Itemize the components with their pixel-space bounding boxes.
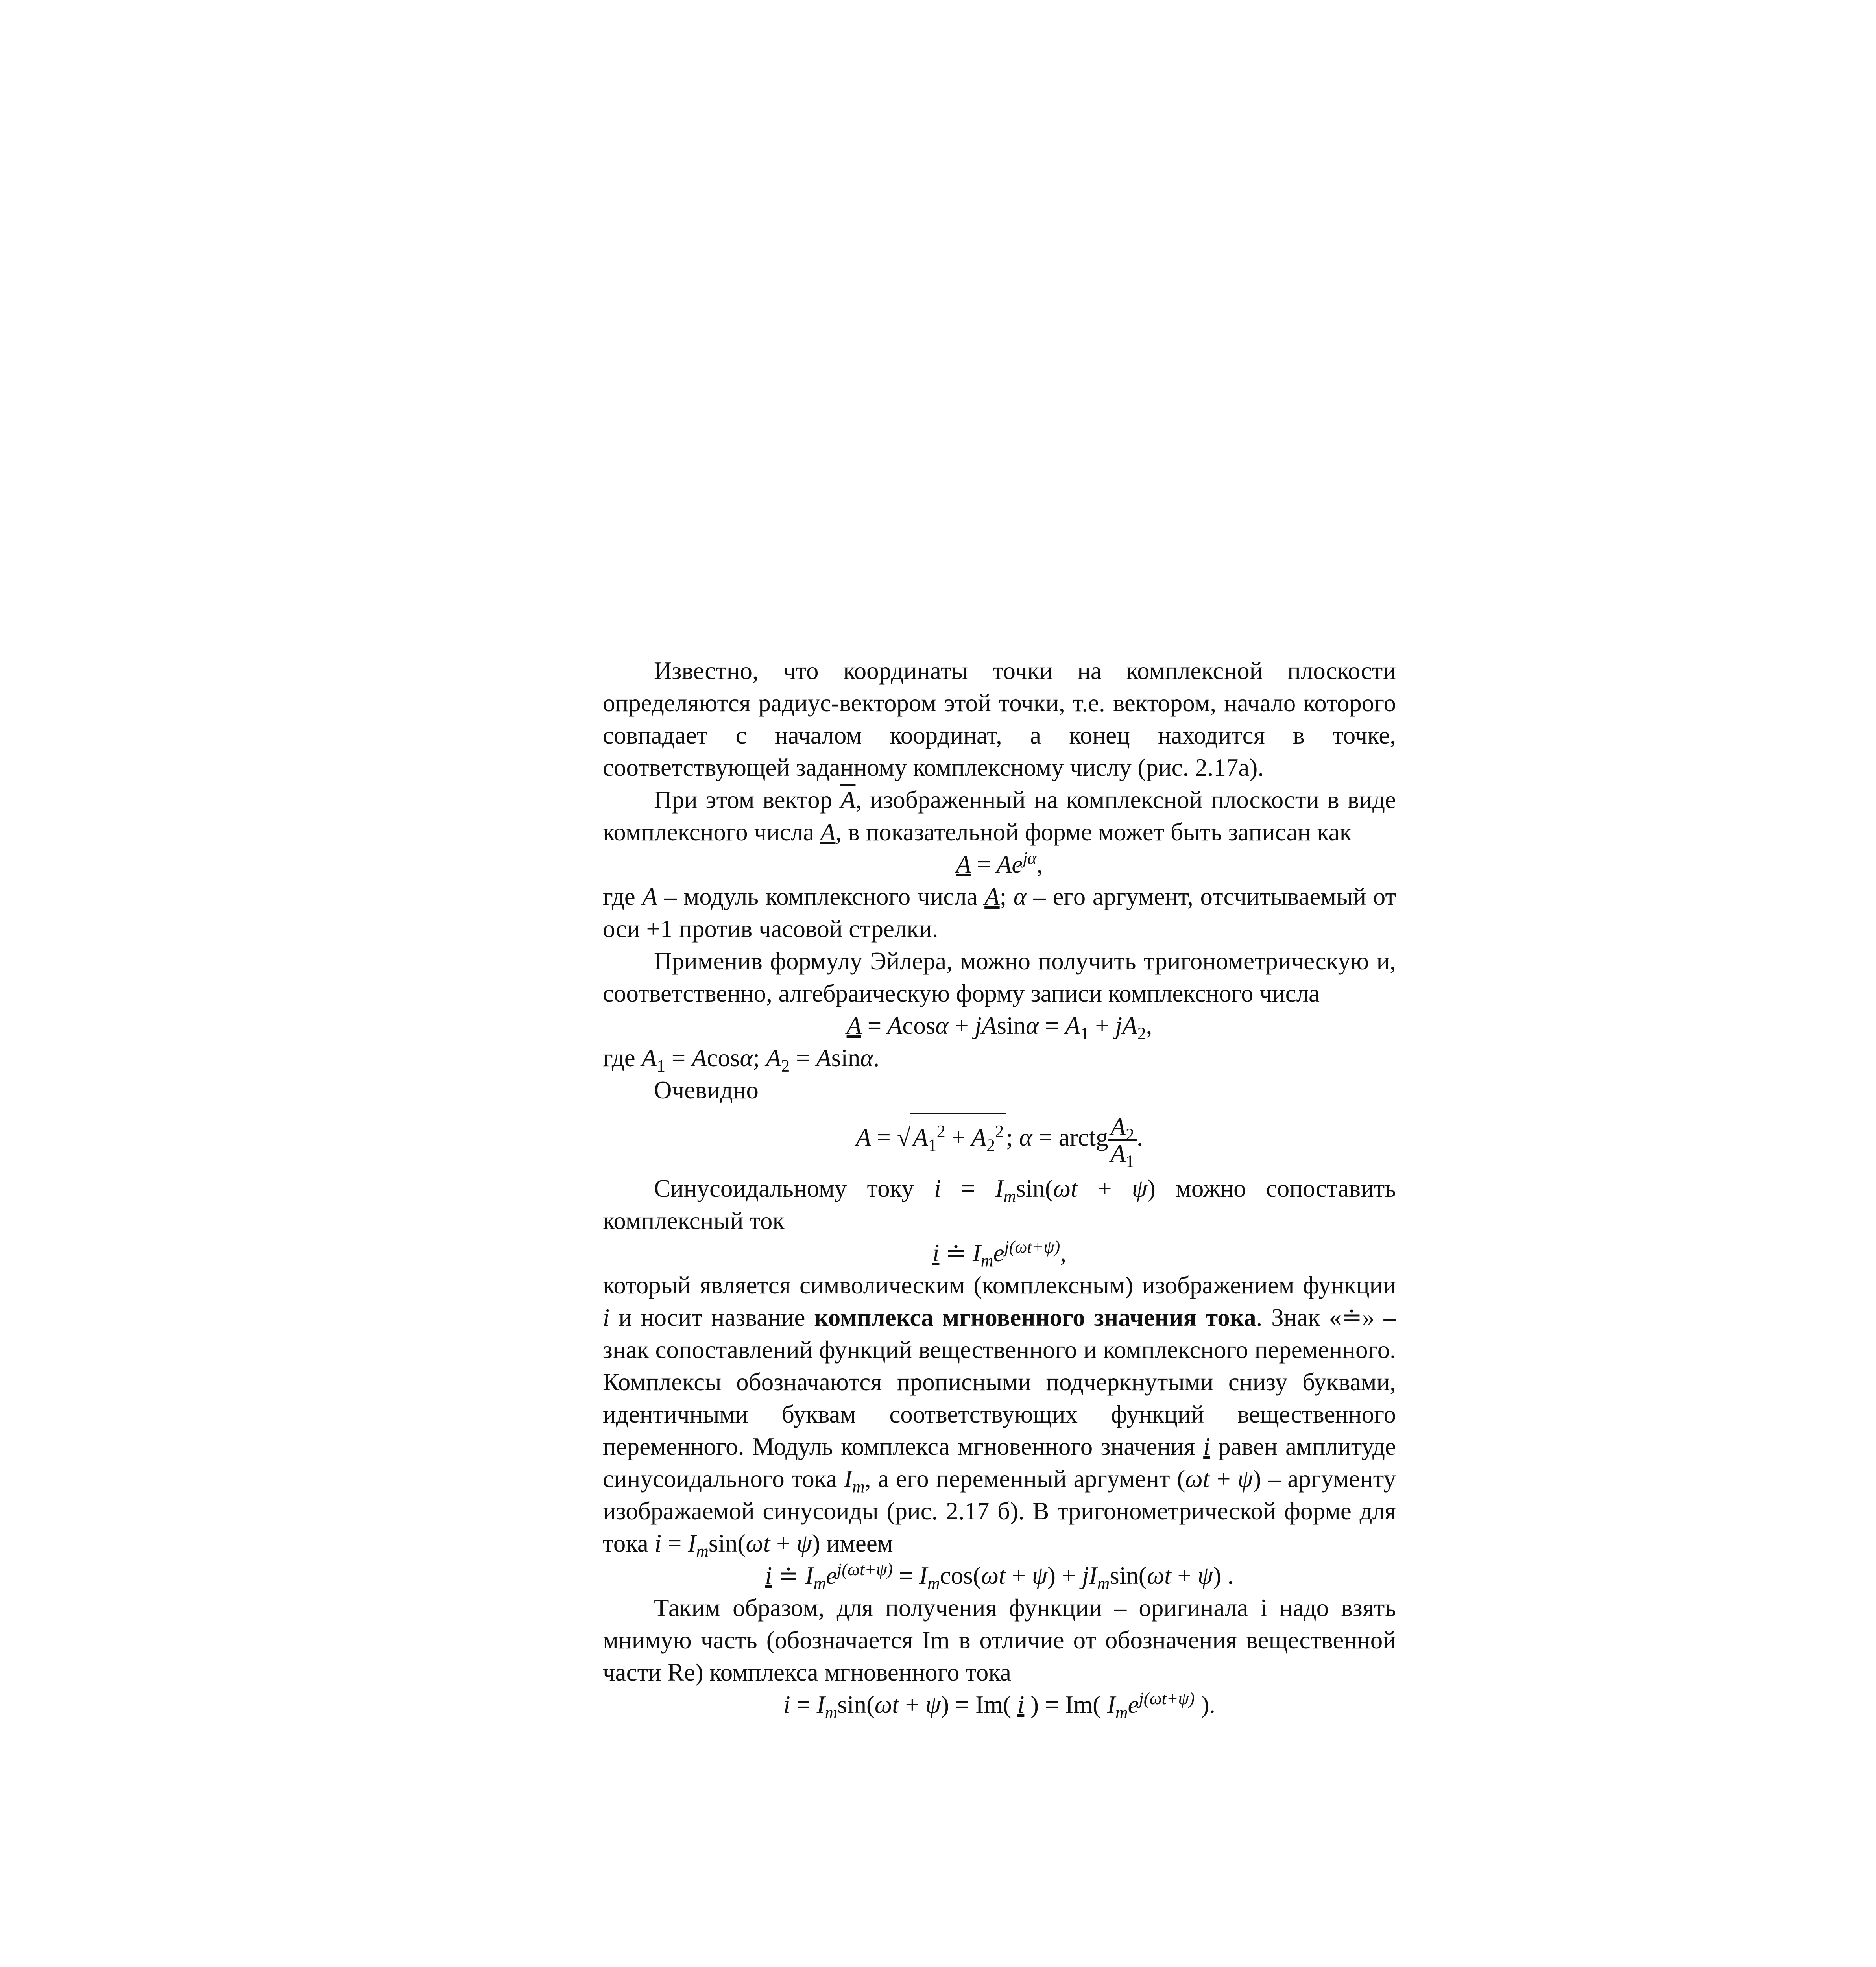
paragraph-2: При этом вектор $\overline{A}$, изображенный на комплексной плоскости в виде комплексного числа A, в показательной форме может быть записан как: [603, 786, 1396, 846]
p7-text-b: можно сопоставить комплексный ток: [603, 1174, 1396, 1234]
paragraph-6: Очевидно: [654, 1076, 759, 1104]
p2-text-a: При этом вектор: [654, 786, 840, 814]
p5-text-a: где: [603, 1044, 642, 1072]
p8-text-c: . Знак «≐» – знак сопоставлений функций вещественного и комплексного переменного. Комплексы обозначаются прописными подчеркнутыми снизу буквами, идентичными буквам соответствующих функций вещественного переменного. Модуль комплекса мгновенного значения: [603, 1303, 1396, 1460]
formula-exponential: $A = Ae^{j\alpha}$,: [956, 849, 1043, 878]
p3-text-c: – его аргумент, отсчитываемый от оси +1 против часовой стрелки.: [603, 883, 1396, 943]
formula-original: $i = I_m\sin(\omega t + \psi) = Im$( i ) = Im( $I_me^{j(\omega t+\psi)}$ ).: [783, 1688, 1215, 1722]
p8-text-a: который является символическим (комплексным) изображением функции: [603, 1271, 1396, 1299]
p3-text-b: – модуль комплексного числа: [657, 883, 985, 910]
paragraph-8: который является символическим (комплексным) изображением функции i и носит название комплекса мгновенного значения тока. Знак «≐» – знак сопоставлений функций вещественного и комплексного переменного. Комплексы обозначаются прописными подчеркнутыми снизу буквами, идентичными буквам соответствующих функций вещественного переменного. Модуль комплекса мгновенного значения i равен амплитуде синусоидального тока $I_m$, а его переменный аргумент (ωt + ψ) – аргументу изображаемой синусоиды (рис. 2.17 б). В тригонометрической форме для тока $i = I_m\sin(\omega t + \psi)$ имеем: [603, 1271, 1396, 1561]
p3-text-a: где: [603, 883, 643, 910]
paragraph-4: Применив формулу Эйлера, можно получить тригонометрическую и, соответственно, алгебраическую форму записи комплексного числа: [603, 947, 1396, 1007]
paragraph-5: где $A_1 = Acos\alpha$; $A_2 = Asin\alpha$.: [603, 1044, 880, 1076]
term-bold: комплекса мгновенного значения тока: [814, 1303, 1256, 1331]
formula-trig-complex-current: i ≐ $I_me^{j(\omega t+\psi)} = I_m\cos(\omega t + \psi) + jI_m\sin(\omega t + \psi)$ .: [765, 1559, 1234, 1593]
p8-text-e: , а его переменный аргумент: [864, 1465, 1177, 1493]
p8-text-b: и носит название: [609, 1303, 814, 1331]
page-body: [603, 655, 1396, 1721]
p7-text-a: Синусоидальному току: [654, 1174, 934, 1202]
formula-algebraic: $A = Acos\alpha + jAsin\alpha = A_1 + jA_2$,: [846, 1012, 1152, 1043]
p8-text-d: равен амплитуде синусоидального тока: [603, 1432, 1396, 1493]
p2-text-b: , изображенный на комплексной плоскости в виде комплексного числа: [603, 786, 1396, 846]
paragraph-7: Синусоидальному току $i = I_m\sin(\omega t + \psi)$ можно сопоставить комплексный ток: [603, 1174, 1396, 1234]
formula-modulus-argument: $A = √A_1^2 + A_2^2$; α = arctg $\frac{A_2}{A_1}$ .: [856, 1113, 1143, 1171]
paragraph-9: Таким образом, для получения функции – оригинала i надо взять мнимую часть (обозначается Im в отличие от обозначения вещественной части Re) комплекса мгновенного тока: [603, 1594, 1396, 1686]
paragraph-3: где A – модуль комплексного числа A; α – его аргумент, отсчитываемый от оси +1 против часовой стрелки.: [603, 883, 1396, 943]
paragraph-1: Известно, что координаты точки на комплексной плоскости определяются радиус-вектором этой точки, т.е. вектором, начало которого совпадает с началом координат, а конец находится в точке, соответствующей заданному комплексному числу (рис. 2.17а).: [603, 657, 1396, 781]
formula-complex-current: i ≐ $I_me^{j(\omega t+\psi)}$,: [932, 1237, 1067, 1271]
p2-text-c: , в показательной форме может быть записан как: [835, 818, 1352, 846]
p8-text-g: имеем: [820, 1529, 893, 1557]
p8-text-f: – аргументу изображаемой синусоиды (рис. 2.17 б). В тригонометрической форме для тока: [603, 1465, 1396, 1557]
